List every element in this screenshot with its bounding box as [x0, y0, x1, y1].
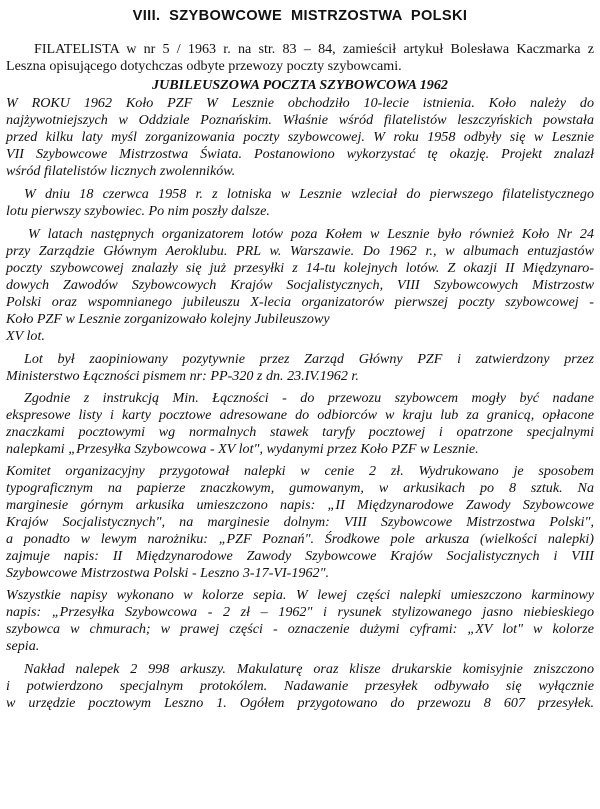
text-line: typograficznym na papierze znaczkowym, gumowanym, w arkusikach po 8 sztuk. Na [6, 480, 594, 496]
text-line: przed kilku laty myśl zorganizowania poczty szybowcowej. W roku 1958 odbyły się w Lesznie [6, 129, 594, 145]
text-line: zajmuje napis: II Międzynarodowe Zawody Szybowcowe Krajów Socjalistycznych i VIII [6, 548, 594, 564]
text-line: Zgodnie z instrukcją Min. Łączności - do przewozu szybowcem mogły być nadane [24, 390, 594, 406]
text-line: Ministerstwo Łączności pismem nr: PP-320 z dn. 23.IV.1962 r. [6, 368, 359, 384]
text-line: najżywotniejszych w Oddziale Poznańskim. Właśnie wśród filatelistów leszczyńskich powstała [6, 112, 594, 128]
text-line: XV lot. [6, 328, 45, 344]
text-line: W ROKU 1962 Koło PZF W Lesznie obchodziło 10-lecie istnienia. Koło należy do [6, 95, 594, 111]
section-heading: JUBILEUSZOWA POCZTA SZYBOWCOWA 1962 [152, 77, 448, 93]
text-line: ekspresowe listy i karty pocztowe adresowane do odbiorców w kraju lub za granicą, opłacone [6, 407, 594, 423]
text-line: VII Szybowcowe Mistrzostwa Świata. Postanowiono wykorzystać tę okazję. Projekt znalazł [6, 146, 594, 162]
text-line: Szybowcowe Mistrzostwa Polski - Leszno 3-17-VI-1962". [6, 565, 330, 581]
text-line: wśród filatelistów licznych zwolenników. [6, 163, 236, 179]
text-line: Wszystkie napisy wykonano w kolorze sepia. W lewej części nalepki umieszczono karminowy [6, 587, 594, 603]
text-line: Koło PZF w Lesznie zorganizowało kolejny Jubileuszowy [6, 311, 330, 327]
text-line: a ponadto w lewym narożniku: „PZF Poznań". Środkowe pole arkusza (wielkości nalepki) [6, 531, 594, 547]
text-line: poczty szybowcowej znalazły się już przesyłki z 14-tu kolejnych lotów. Z okazji II Międzynaro- [6, 260, 594, 276]
text-line: przy Zarządzie Głównym Aeroklubu. PRL w. Warszawie. Do 1962 r., w albumach entuzjastów [6, 243, 594, 259]
text-line: napis: „Przesyłka Szybowcowa - 2 zł – 1962" i rysunek stylizowanego jasno niebieskiego [6, 604, 594, 620]
text-line: lotu pierwszy szybowiec. Po nim poszły dalsze. [6, 203, 270, 219]
text-line: W latach następnych organizatorem lotów poza Kołem w Lesznie było również Koło Nr 24 [28, 226, 594, 242]
text-line: marginesie górnym arkusika umieszczono napis: „II Międzynarodowe Zawody Szybowcowe [6, 497, 594, 513]
text-line: Lot był zaopiniowany pozytywnie przez Zarząd Główny PZF i zatwierdzony przez [24, 351, 594, 367]
page-title: VIII. SZYBOWCOWE MISTRZOSTWA POLSKI [132, 8, 468, 24]
text-line: nalepkami „Przesyłka Szybowcowa - XV lot", wydanymi przez Koło PZF w Lesznie. [6, 441, 479, 457]
text-line: znaczkami pocztowymi wg normalnych stawek taryfy pocztowej i opatrzone specjalnymi [6, 424, 594, 440]
text-line: Komitet organizacyjny przygotował nalepki w cenie 2 zł. Wydrukowano je sposobem [6, 463, 594, 479]
text-line: Nakład nalepek 2 998 arkuszy. Makulaturę oraz klisze drukarskie komisyjnie zniszczono [24, 661, 594, 677]
text-line: w urzędzie pocztowym Leszno 1. Ogółem przygotowano do przewozu 8 607 przesyłek. [6, 695, 594, 711]
text-line: dowych Zawodów Szybowcowych Krajów Socjalistycznych, VIII Szybowcowych Mistrzostw [6, 277, 594, 293]
text-line: W dniu 18 czerwca 1958 r. z lotniska w Lesznie wzleciał do pierwszego filatelistycznego [24, 186, 594, 202]
text-line: szybowca w chmurach; w prawej części - oznaczenie dużymi cyframi: „XV lot" w kolorze [6, 621, 594, 637]
text-line: i potwierdzono specjalnym protokólem. Nadawanie przesyłek odbywało się wyłącznie [6, 678, 594, 694]
text-line: Polski oraz wspomnianego jubileuszu X-lecia organizatorów pierwszej poczty szybowcowej - [6, 294, 594, 310]
text-line: sepia. [6, 638, 40, 654]
text-line: Krajów Socjalistycznych", na marginesie dolnym: VIII Szybowcowe Mistrzostwa Polski", [6, 514, 594, 530]
text-line: FILATELISTA w nr 5 / 1963 r. na str. 83 – 84, zamieścił artykuł Bolesława Kaczmarka z [34, 41, 594, 57]
text-line: Leszna opisującego dotychczas odbyte przewozy poczty szybowcami. [6, 58, 402, 74]
